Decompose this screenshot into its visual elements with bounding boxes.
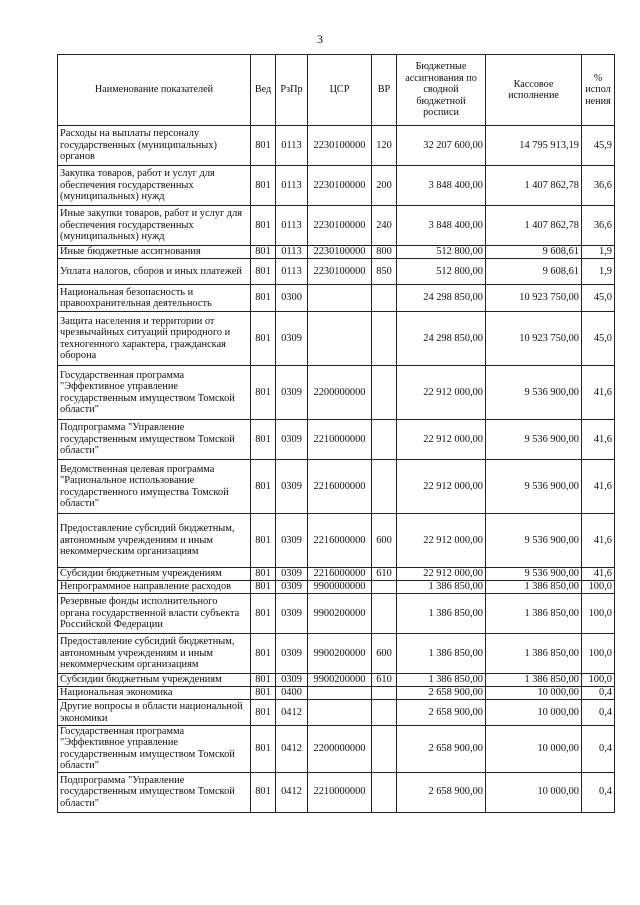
header-budget: Бюджетные ассигнования по сводной бюджетной росписи <box>397 55 486 126</box>
cell-name: Национальная безопасность и правоохранительная деятельность <box>58 285 251 312</box>
cell-cash: 14 795 913,19 <box>486 126 582 166</box>
cell-name: Непрограммное направление расходов <box>58 581 251 594</box>
cell-csr: 2230100000 <box>308 259 372 285</box>
cell-vr: 600 <box>372 634 397 674</box>
cell-rzpr: 0113 <box>276 259 308 285</box>
cell-name: Национальная экономика <box>58 687 251 700</box>
cell-vr <box>372 594 397 634</box>
cell-ved: 801 <box>251 366 276 420</box>
cell-cash: 9 536 900,00 <box>486 460 582 514</box>
cell-ved: 801 <box>251 206 276 246</box>
header-csr: ЦСР <box>308 55 372 126</box>
cell-name: Субсидии бюджетным учреждениям <box>58 568 251 581</box>
cell-budget: 1 386 850,00 <box>397 581 486 594</box>
cell-vr <box>372 366 397 420</box>
cell-name: Государственная программа "Эффективное управление государственным имуществом Томской области" <box>58 726 251 773</box>
cell-csr: 2216000000 <box>308 460 372 514</box>
cell-ved: 801 <box>251 285 276 312</box>
cell-csr <box>308 285 372 312</box>
cell-budget: 22 912 000,00 <box>397 514 486 568</box>
cell-vr <box>372 726 397 773</box>
cell-csr: 9900000000 <box>308 581 372 594</box>
table-row <box>58 568 615 581</box>
cell-ved: 801 <box>251 700 276 726</box>
cell-vr: 600 <box>372 514 397 568</box>
cell-csr <box>308 700 372 726</box>
cell-rzpr: 0113 <box>276 246 308 259</box>
cell-budget: 512 800,00 <box>397 246 486 259</box>
cell-pct: 41,6 <box>582 366 615 420</box>
cell-cash: 1 407 862,78 <box>486 206 582 246</box>
cell-ved: 801 <box>251 581 276 594</box>
cell-ved: 801 <box>251 726 276 773</box>
cell-cash: 1 407 862,78 <box>486 166 582 206</box>
cell-name: Подпрограмма "Управление государственным имуществом Томской области" <box>58 420 251 460</box>
cell-budget: 2 658 900,00 <box>397 700 486 726</box>
cell-vr: 850 <box>372 259 397 285</box>
cell-csr: 2200000000 <box>308 366 372 420</box>
cell-budget: 1 386 850,00 <box>397 594 486 634</box>
table-header-row <box>58 55 615 126</box>
cell-budget: 24 298 850,00 <box>397 285 486 312</box>
cell-ved: 801 <box>251 246 276 259</box>
table-row <box>58 126 615 166</box>
table-row <box>58 581 615 594</box>
cell-name: Защита населения и территории от чрезвычайных ситуаций природного и техногенного характера, гражданская оборона <box>58 312 251 366</box>
cell-rzpr: 0113 <box>276 166 308 206</box>
cell-rzpr: 0309 <box>276 674 308 687</box>
cell-rzpr: 0309 <box>276 366 308 420</box>
cell-budget: 3 848 400,00 <box>397 206 486 246</box>
cell-ved: 801 <box>251 166 276 206</box>
cell-name: Расходы на выплаты персоналу государственных (муниципальных) органов <box>58 126 251 166</box>
cell-budget: 22 912 000,00 <box>397 366 486 420</box>
cell-rzpr: 0309 <box>276 581 308 594</box>
cell-cash: 10 923 750,00 <box>486 285 582 312</box>
cell-ved: 801 <box>251 568 276 581</box>
cell-pct: 1,9 <box>582 246 615 259</box>
cell-pct: 45,9 <box>582 126 615 166</box>
cell-cash: 10 000,00 <box>486 687 582 700</box>
cell-csr: 2210000000 <box>308 420 372 460</box>
table-row <box>58 166 615 206</box>
cell-vr <box>372 772 397 812</box>
cell-budget: 22 912 000,00 <box>397 420 486 460</box>
table-row <box>58 206 615 246</box>
cell-vr <box>372 581 397 594</box>
cell-cash: 9 536 900,00 <box>486 420 582 460</box>
table-row <box>58 246 615 259</box>
header-rzpr: РзПр <box>276 55 308 126</box>
header-pct: % испол нения <box>582 55 615 126</box>
cell-pct: 100,0 <box>582 594 615 634</box>
cell-name: Другие вопросы в области национальной экономики <box>58 700 251 726</box>
budget-execution-table <box>57 54 615 813</box>
cell-name: Резервные фонды исполнительного органа государственной власти субъекта Российской Федерации <box>58 594 251 634</box>
cell-vr <box>372 460 397 514</box>
cell-pct: 36,6 <box>582 206 615 246</box>
cell-name: Ведомственная целевая программа "Рациональное использование государственного имущества Томской области" <box>58 460 251 514</box>
cell-rzpr: 0309 <box>276 420 308 460</box>
cell-name: Иные бюджетные ассигнования <box>58 246 251 259</box>
cell-cash: 9 608,61 <box>486 246 582 259</box>
cell-ved: 801 <box>251 259 276 285</box>
cell-budget: 2 658 900,00 <box>397 687 486 700</box>
cell-pct: 45,0 <box>582 312 615 366</box>
cell-vr <box>372 312 397 366</box>
page-number: 3 <box>317 32 323 46</box>
cell-pct: 41,6 <box>582 460 615 514</box>
cell-cash: 1 386 850,00 <box>486 634 582 674</box>
table-row <box>58 366 615 420</box>
cell-csr <box>308 687 372 700</box>
cell-vr: 240 <box>372 206 397 246</box>
cell-pct: 100,0 <box>582 674 615 687</box>
cell-cash: 1 386 850,00 <box>486 594 582 634</box>
cell-pct: 36,6 <box>582 166 615 206</box>
cell-ved: 801 <box>251 312 276 366</box>
cell-vr <box>372 420 397 460</box>
cell-cash: 10 923 750,00 <box>486 312 582 366</box>
cell-rzpr: 0309 <box>276 312 308 366</box>
cell-rzpr: 0309 <box>276 460 308 514</box>
cell-pct: 0,4 <box>582 726 615 773</box>
cell-ved: 801 <box>251 460 276 514</box>
cell-csr: 2230100000 <box>308 126 372 166</box>
table-row <box>58 772 615 812</box>
table-row <box>58 700 615 726</box>
cell-cash: 10 000,00 <box>486 726 582 773</box>
cell-rzpr: 0113 <box>276 126 308 166</box>
table-row <box>58 312 615 366</box>
cell-rzpr: 0412 <box>276 772 308 812</box>
cell-ved: 801 <box>251 594 276 634</box>
cell-pct: 0,4 <box>582 687 615 700</box>
cell-csr: 2230100000 <box>308 166 372 206</box>
cell-rzpr: 0300 <box>276 285 308 312</box>
cell-name: Уплата налогов, сборов и иных платежей <box>58 259 251 285</box>
header-cash: Кассовое исполнение <box>486 55 582 126</box>
cell-cash: 1 386 850,00 <box>486 581 582 594</box>
cell-pct: 1,9 <box>582 259 615 285</box>
cell-pct: 0,4 <box>582 772 615 812</box>
cell-budget: 22 912 000,00 <box>397 460 486 514</box>
cell-rzpr: 0309 <box>276 594 308 634</box>
cell-csr: 9900200000 <box>308 594 372 634</box>
cell-budget: 1 386 850,00 <box>397 674 486 687</box>
cell-cash: 9 536 900,00 <box>486 366 582 420</box>
cell-budget: 512 800,00 <box>397 259 486 285</box>
cell-vr: 610 <box>372 568 397 581</box>
cell-cash: 10 000,00 <box>486 772 582 812</box>
cell-csr: 2216000000 <box>308 514 372 568</box>
cell-name: Иные закупки товаров, работ и услуг для обеспечения государственных (муниципальных) нужд <box>58 206 251 246</box>
cell-budget: 2 658 900,00 <box>397 726 486 773</box>
cell-csr: 2210000000 <box>308 772 372 812</box>
cell-vr <box>372 687 397 700</box>
cell-rzpr: 0400 <box>276 687 308 700</box>
cell-cash: 9 536 900,00 <box>486 568 582 581</box>
cell-ved: 801 <box>251 634 276 674</box>
cell-budget: 1 386 850,00 <box>397 634 486 674</box>
cell-name: Предоставление субсидий бюджетным, автономным учреждениям и иным некоммерческим организациям <box>58 634 251 674</box>
cell-vr: 610 <box>372 674 397 687</box>
table-row <box>58 726 615 773</box>
header-ved: Вед <box>251 55 276 126</box>
cell-ved: 801 <box>251 674 276 687</box>
cell-rzpr: 0412 <box>276 700 308 726</box>
table-row <box>58 687 615 700</box>
cell-rzpr: 0309 <box>276 568 308 581</box>
cell-rzpr: 0412 <box>276 726 308 773</box>
cell-budget: 3 848 400,00 <box>397 166 486 206</box>
cell-csr <box>308 312 372 366</box>
table-row <box>58 634 615 674</box>
header-name: Наименование показателей <box>58 55 251 126</box>
table-row <box>58 285 615 312</box>
cell-csr: 9900200000 <box>308 674 372 687</box>
cell-csr: 2200000000 <box>308 726 372 773</box>
cell-rzpr: 0309 <box>276 634 308 674</box>
cell-ved: 801 <box>251 126 276 166</box>
cell-budget: 2 658 900,00 <box>397 772 486 812</box>
cell-name: Государственная программа "Эффективное управление государственным имуществом Томской области" <box>58 366 251 420</box>
table-row <box>58 259 615 285</box>
cell-pct: 0,4 <box>582 700 615 726</box>
cell-cash: 9 536 900,00 <box>486 514 582 568</box>
cell-csr: 2230100000 <box>308 206 372 246</box>
cell-pct: 41,6 <box>582 514 615 568</box>
cell-budget: 24 298 850,00 <box>397 312 486 366</box>
table-row <box>58 674 615 687</box>
cell-ved: 801 <box>251 687 276 700</box>
cell-name: Субсидии бюджетным учреждениям <box>58 674 251 687</box>
cell-cash: 9 608,61 <box>486 259 582 285</box>
cell-csr: 9900200000 <box>308 634 372 674</box>
cell-vr: 200 <box>372 166 397 206</box>
table-row <box>58 514 615 568</box>
header-vr: ВР <box>372 55 397 126</box>
cell-budget: 32 207 600,00 <box>397 126 486 166</box>
cell-pct: 100,0 <box>582 634 615 674</box>
table-row <box>58 594 615 634</box>
cell-cash: 1 386 850,00 <box>486 674 582 687</box>
cell-name: Закупка товаров, работ и услуг для обеспечения государственных (муниципальных) нужд <box>58 166 251 206</box>
cell-ved: 801 <box>251 420 276 460</box>
cell-pct: 45,0 <box>582 285 615 312</box>
cell-rzpr: 0309 <box>276 514 308 568</box>
cell-name: Подпрограмма "Управление государственным имуществом Томской области" <box>58 772 251 812</box>
cell-ved: 801 <box>251 772 276 812</box>
cell-name: Предоставление субсидий бюджетным, автономным учреждениям и иным некоммерческим организациям <box>58 514 251 568</box>
cell-pct: 41,6 <box>582 420 615 460</box>
cell-ved: 801 <box>251 514 276 568</box>
cell-vr: 120 <box>372 126 397 166</box>
cell-vr <box>372 285 397 312</box>
cell-vr <box>372 700 397 726</box>
cell-rzpr: 0113 <box>276 206 308 246</box>
table-row <box>58 420 615 460</box>
cell-pct: 100,0 <box>582 581 615 594</box>
table-row <box>58 460 615 514</box>
cell-budget: 22 912 000,00 <box>397 568 486 581</box>
cell-csr: 2216000000 <box>308 568 372 581</box>
cell-csr: 2230100000 <box>308 246 372 259</box>
cell-vr: 800 <box>372 246 397 259</box>
cell-cash: 10 000,00 <box>486 700 582 726</box>
cell-pct: 41,6 <box>582 568 615 581</box>
